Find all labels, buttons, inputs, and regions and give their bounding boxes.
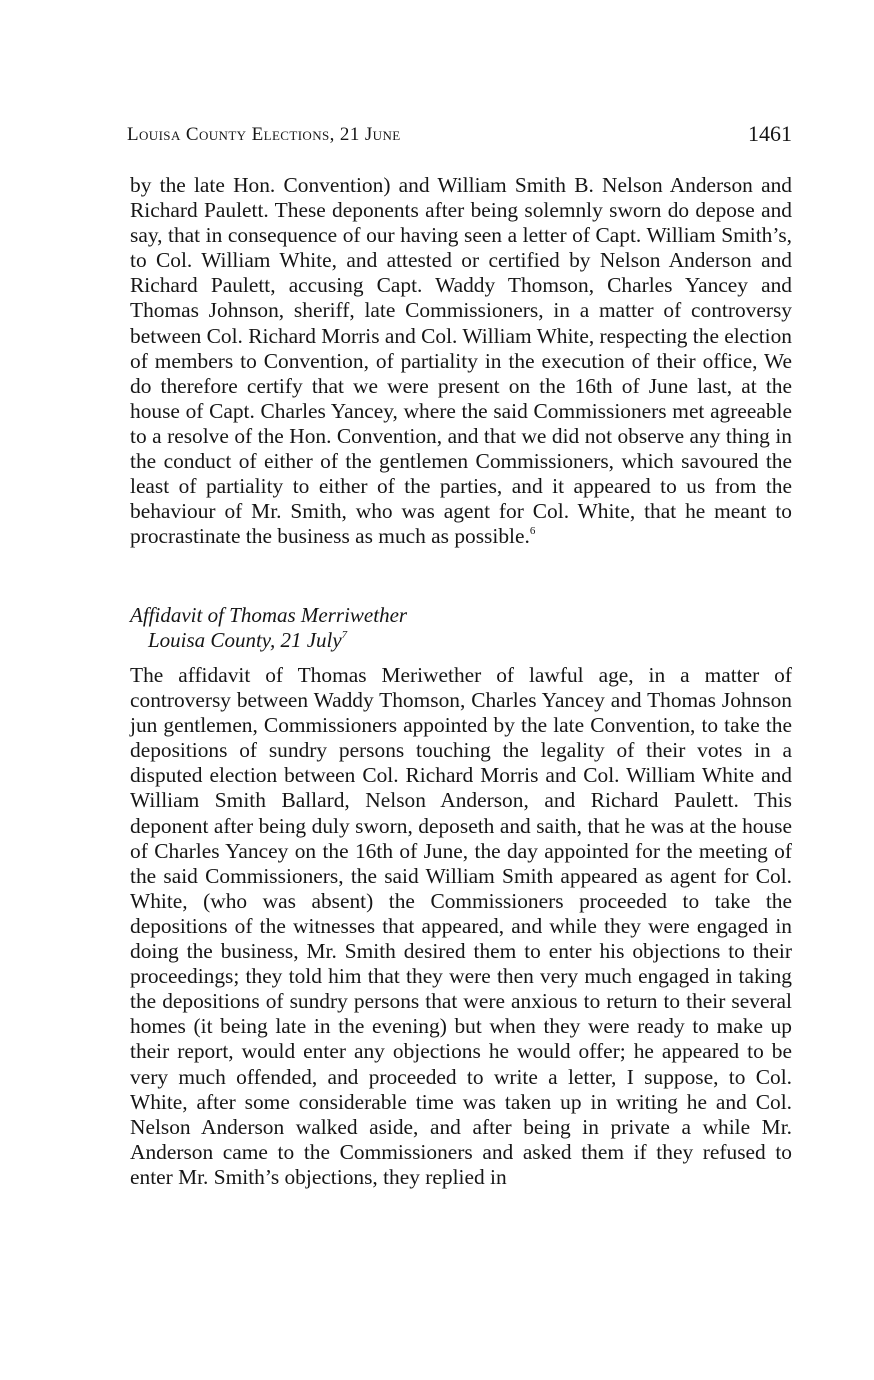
running-title: Louisa County Elections, 21 June — [127, 124, 401, 145]
paragraph-body: The affidavit of Thomas Meriwether of lawful age, in a matter of controversy between Waddy Thomson, Charles Yancey and Thomas Johnson jun gentlemen, Commissioners appointed by the late Convention, to take the depositions of sundry persons touching the legality of their votes in a disputed election between Col. Richard Morris and Col. William White and William Smith Ballard, Nelson Anderson, and Richard Paulett. This deponent after being duly sworn, deposeth and saith, that he was at the house of Charles Yancey on the 16th of June, the day appointed for the meeting of the said Commissioners, the said William Smith appeared as agent for Col. White, (who was absent) the Commissioners proceeded to take the depositions of the witnesses that appeared, and while they were engaged in doing the business, Mr. Smith desired them to enter his objections to their proceedings; they told him that they were then very much engaged in taking the depositions of sundry persons that were anxious to return to their several homes (it being late in the evening) but when they were ready to make up their report, would enter any objections he would offer; he appeared to be very much offended, and proceeded to write a letter, I suppose, to Col. White, after some considerable time was taken up in writing he and Col. Nelson Anderson walked aside, and after being in private a while Mr. Anderson came to the Commissioners and asked them if they refused to enter Mr. Smith’s objections, they replied in — [130, 663, 792, 1189]
affidavit-title: Affidavit of Thomas Merriwether — [130, 603, 408, 627]
footnote-reference-6: 6 — [529, 525, 536, 538]
paragraph-text — [130, 663, 792, 1190]
place-date-text: Louisa County, 21 July — [148, 628, 342, 652]
affidavit-paragraph — [130, 663, 792, 1190]
paragraph-text — [130, 173, 792, 549]
page-number: 1461 — [748, 121, 792, 146]
footnote-reference-7: 7 — [341, 629, 348, 641]
affidavit-heading — [130, 603, 630, 653]
running-head — [127, 121, 792, 153]
paragraph-body: by the late Hon. Convention) and William Smith B. Nelson Anderson and Richard Paulett. These deponents after being solemnly sworn do depose and say, that in consequence of our having seen a letter of Capt. William Smith’s, to Col. William White, and attested or certified by Nelson Anderson and Richard Paulett, accusing Capt. Waddy Thomson, Charles Yancey and Thomas Johnson, sheriff, late Commissioners, in a matter of controversy between Col. Richard Morris and Col. William White, respecting the election of members to Convention, of partiality in the execution of their office, We do therefore certify that we were present on the 16th of June last, at the house of Capt. Charles Yancey, where the said Commissioners met agreeable to a resolve of the Hon. Convention, and that we did not observe any thing in the conduct of either of the gentlemen Commissioners, which savoured the least of partiality to either of the parties, and it appeared to us from the behaviour of Mr. Smith, who was agent for Col. White, that he meant to procrastinate the business as much as possible. — [130, 173, 792, 549]
deposition-paragraph — [130, 173, 792, 549]
affidavit-place-date — [130, 628, 630, 653]
